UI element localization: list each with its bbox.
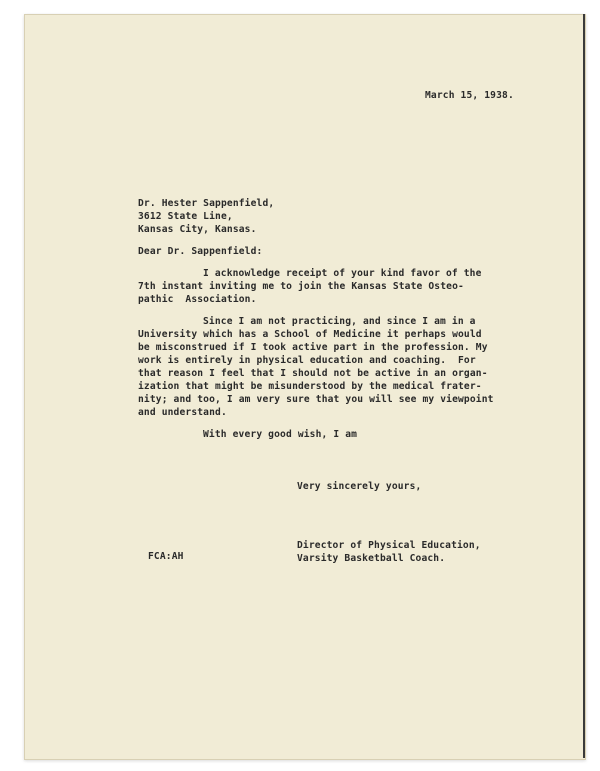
paragraph-2-line: work is entirely in physical education and coaching. For <box>138 355 476 366</box>
paragraph-1-line: 7th instant inviting me to join the Kansas State Osteo- <box>138 281 464 292</box>
letter-date: March 15, 1938. <box>425 90 514 101</box>
recipient-name: Dr. Hester Sappenfield, <box>138 198 275 209</box>
salutation: Dear Dr. Sappenfield: <box>138 246 263 257</box>
paragraph-2-line: University which has a School of Medicine it perhaps would <box>138 329 482 340</box>
paragraph-2-line: be misconstrued if I took active part in the profession. My <box>138 342 488 353</box>
signature-title-line: Director of Physical Education, <box>297 540 481 551</box>
paragraph-3: With every good wish, I am <box>203 429 358 440</box>
paragraph-2-line: that reason I feel that I should not be active in an organ- <box>138 368 488 379</box>
paragraph-1-line: pathic Association. <box>138 294 257 305</box>
paragraph-2-line: ization that might be misunderstood by the medical frater- <box>138 381 482 392</box>
signature-title-line: Varsity Basketball Coach. <box>297 553 446 564</box>
paragraph-2-line: and understand. <box>138 407 227 418</box>
paragraph-2-line: Since I am not practicing, and since I am in a <box>203 316 476 327</box>
paragraph-1-line: I acknowledge receipt of your kind favor of the <box>203 268 482 279</box>
paragraph-2-line: nity; and too, I am very sure that you will see my viewpoint <box>138 394 494 405</box>
page-edge-shadow <box>583 14 585 758</box>
closing: Very sincerely yours, <box>297 481 422 492</box>
typist-initials: FCA:AH <box>148 551 184 562</box>
recipient-city: Kansas City, Kansas. <box>138 224 257 235</box>
recipient-street: 3612 State Line, <box>138 211 233 222</box>
